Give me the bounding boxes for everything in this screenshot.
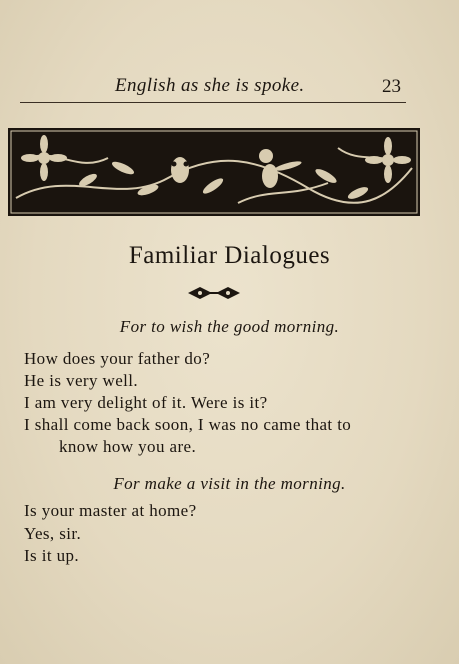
section-heading: For make a visit in the morning. bbox=[113, 474, 346, 493]
dialogue-line: know how you are. bbox=[59, 437, 197, 456]
dialogue-line: I am very delight of it. Were is it? bbox=[24, 393, 268, 412]
section-heading: For to wish the good morning. bbox=[119, 317, 340, 336]
dialogue-line: How does your father do? bbox=[24, 349, 211, 368]
header-rule bbox=[20, 102, 406, 103]
page-number: 23 bbox=[382, 76, 401, 97]
dialogue-line: Is your master at home? bbox=[24, 501, 197, 520]
chapter-title: Familiar Dialogues bbox=[128, 242, 331, 269]
running-head bbox=[20, 75, 410, 99]
dialogue-line: Is it up. bbox=[24, 546, 80, 565]
floral-ornament-band bbox=[8, 128, 420, 216]
dialogue-line: I shall come back soon, I was no came that to bbox=[24, 415, 352, 434]
running-head-title: English as she is spoke. bbox=[115, 75, 305, 96]
dialogue-line: Yes, sir. bbox=[24, 524, 82, 543]
fleuron-ornament bbox=[186, 285, 242, 301]
dialogue-line: He is very well. bbox=[24, 371, 139, 390]
